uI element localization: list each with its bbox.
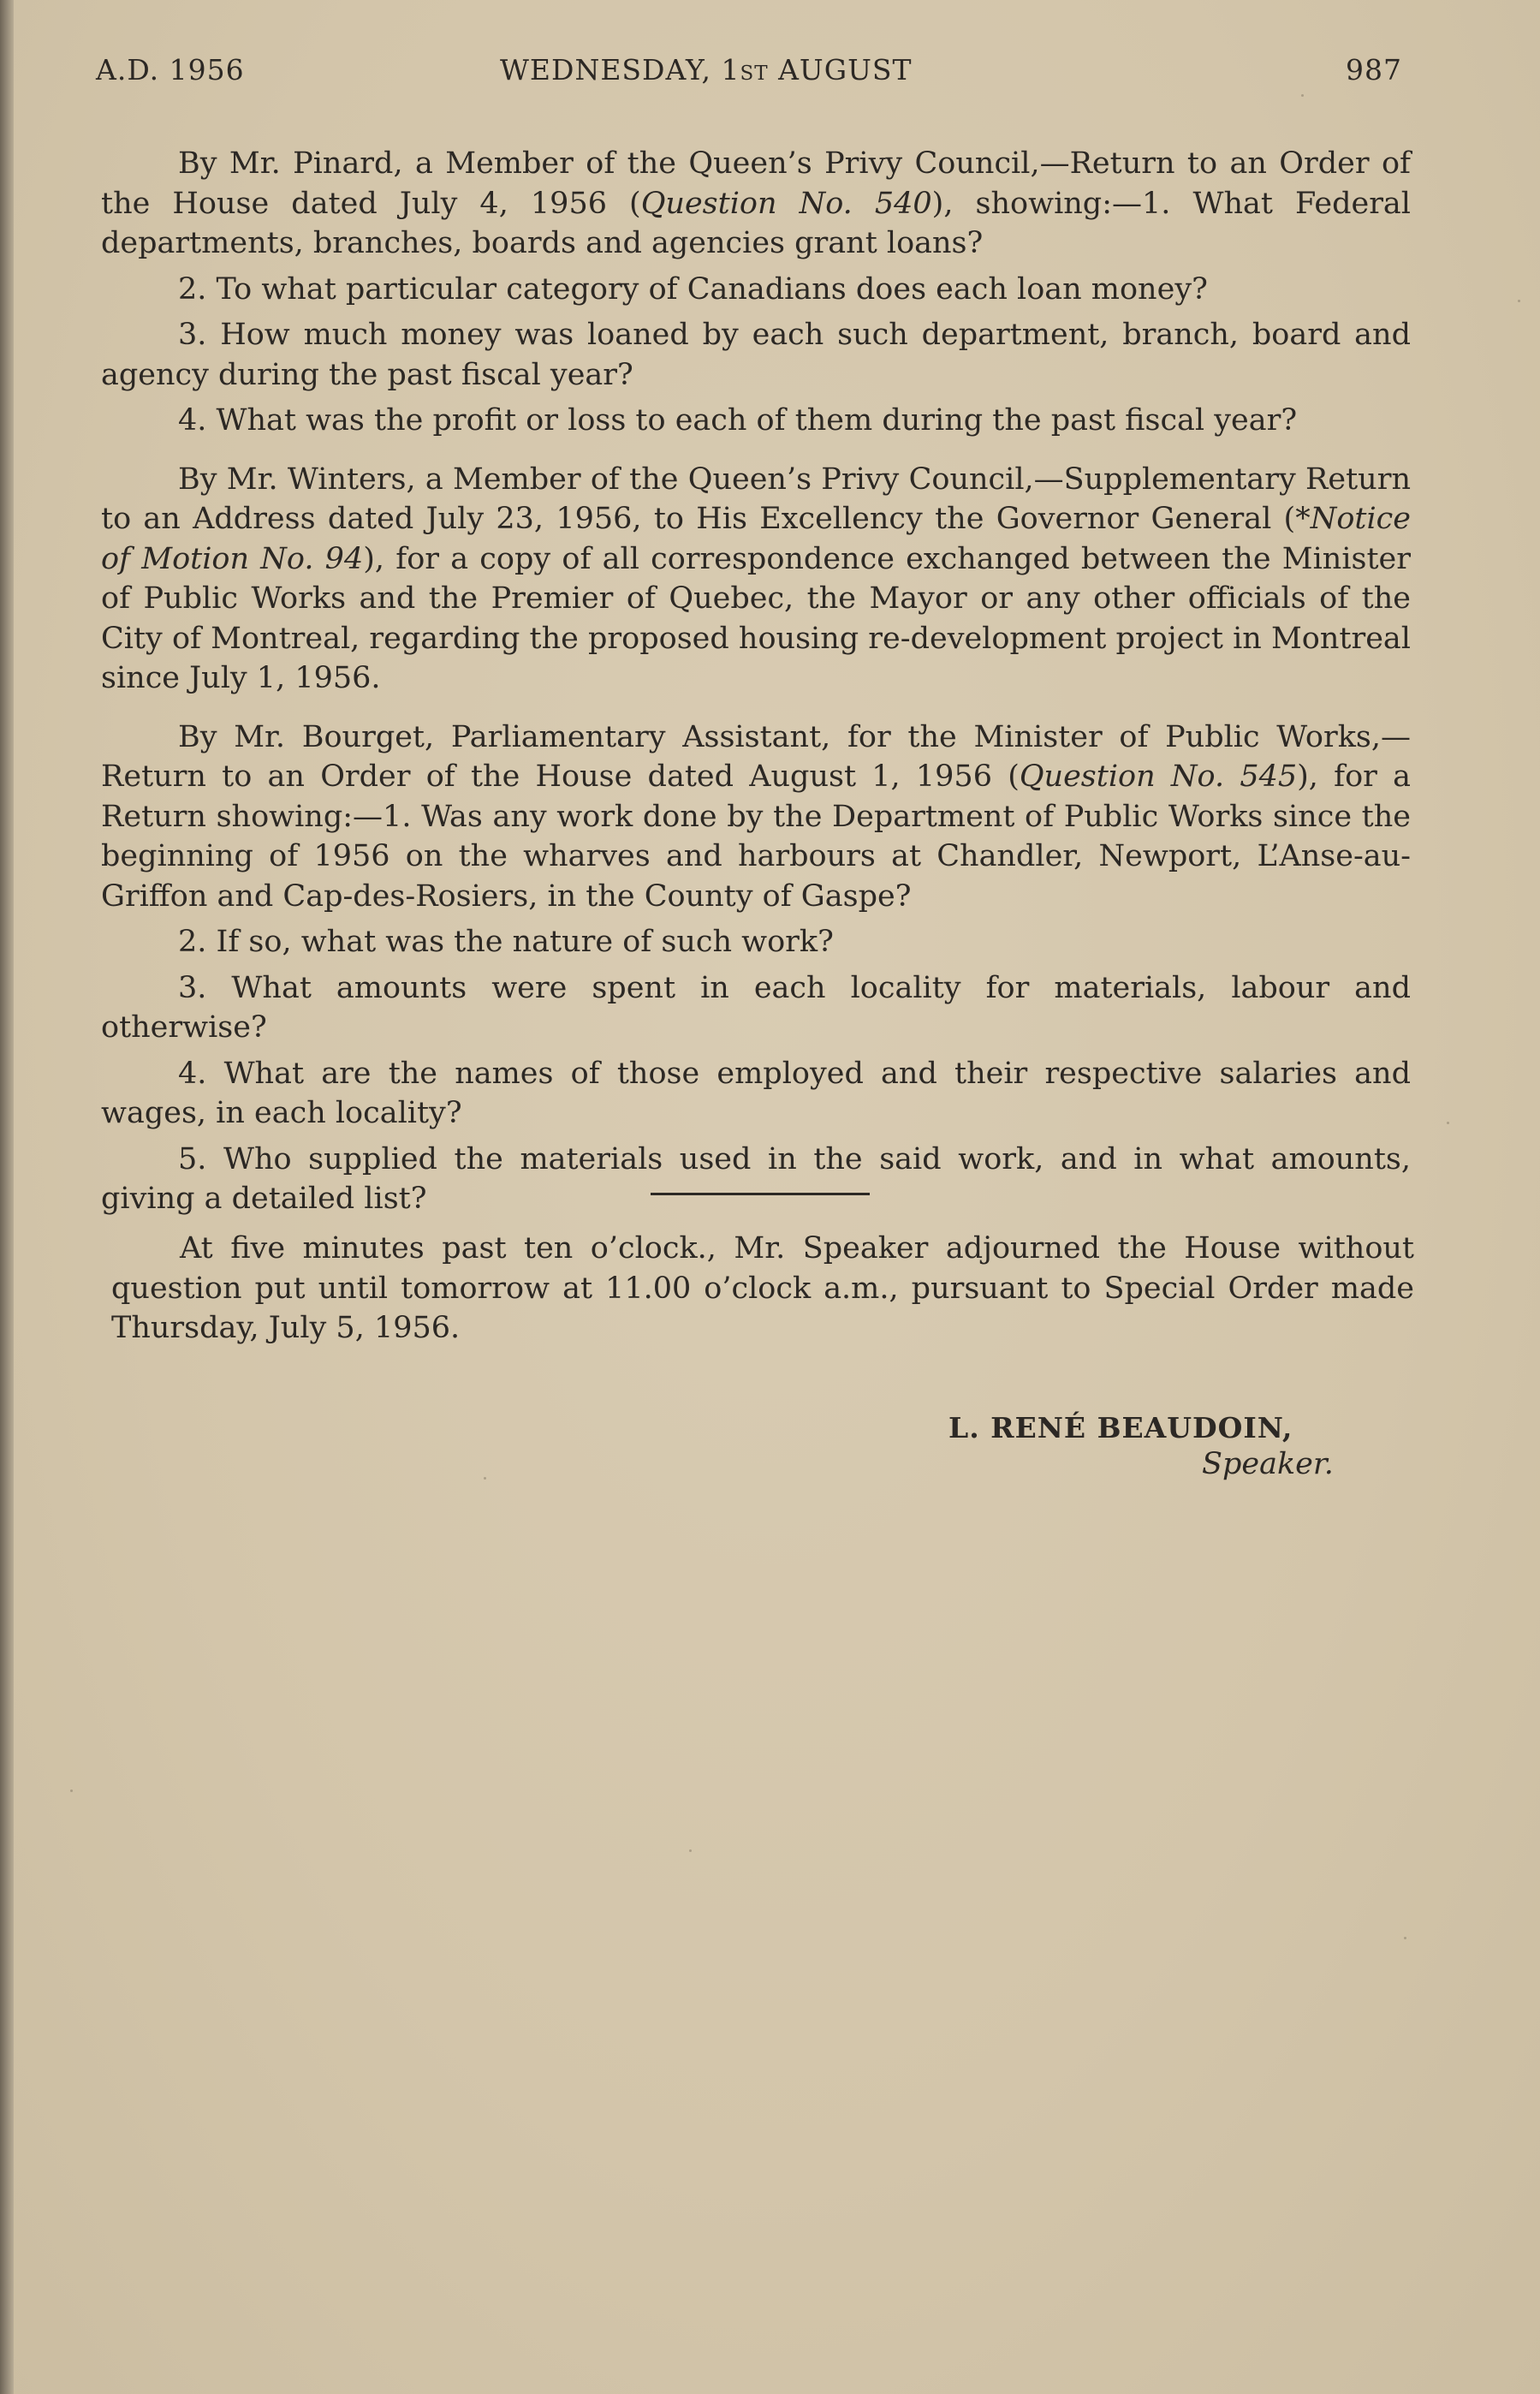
speaker-name: L. RENÉ BEAUDOIN, [948, 1411, 1293, 1444]
question-item: 3. What amounts were spent in each locality for materials, labour and otherwise? [101, 970, 1411, 1045]
entry-winters [101, 460, 1411, 699]
body-text [101, 144, 1411, 1219]
header-date [500, 53, 913, 86]
paper-speck [1404, 1937, 1406, 1939]
question-item: 2. To what particular category of Canadians does each loan money? [178, 271, 1208, 307]
entry-text: By Mr. Winters, a Member of the Queen’s Privy Council,—Supplementary Return to an Address dated July 23, 1956, to His Excellency the Governor General ( [101, 462, 1411, 536]
speaker-title: Speaker. [1202, 1447, 1334, 1481]
header-date-ordinal: st [740, 53, 769, 86]
paper-speck [70, 1790, 73, 1792]
entry-text: ), showing:—1. What Federal departments, branches, boards and agencies grant loans? [101, 186, 1411, 260]
paper-speck [1447, 1122, 1449, 1124]
adjournment-text: At five minutes past ten o’clock., Mr. Speaker adjourned the House without question put until tomorrow at 11.00 o’clock a.m., pursuant to Special Order made Thursday, July 5, 1956. [111, 1231, 1414, 1345]
header-page-number: 987 [1346, 53, 1402, 86]
section-divider [651, 1193, 870, 1195]
header-year: A.D. 1956 [96, 53, 245, 86]
question-item: 5. Who supplied the materials used in the said work, and in what amounts, giving a detailed list? [101, 1141, 1411, 1216]
paper-speck [1301, 94, 1304, 97]
paper-speck [689, 1849, 692, 1852]
paper-speck [484, 1477, 486, 1480]
entry-pinard-intro [101, 144, 1411, 264]
question-reference: Question No. 540 [640, 186, 932, 221]
header-date-prefix: WEDNESDAY, 1 [500, 53, 740, 86]
page-binding-edge [0, 0, 14, 2394]
paper-speck [1518, 300, 1520, 302]
adjournment-notice [111, 1229, 1414, 1349]
motion-reference: *Notice of Motion No. 94 [101, 502, 1411, 576]
entry-text: ), for a Return showing:—1. Was any work done by the Department of Public Works since the beginning of 1956 on the wharves and harbours at Chandler, Newport, L’Anse-au-Griffon and Cap-des-Rosiers, in the County of Gaspe? [101, 759, 1411, 914]
question-item: 3. How much money was loaned by each such department, branch, board and agency during the past fiscal year? [101, 318, 1411, 392]
question-item: 2. If so, what was the nature of such work? [178, 925, 834, 959]
entry-text: By Mr. Pinard, a Member of the Queen’s Privy Council,—Return to an Order of the House dated July 4, 1956 ( [101, 146, 1411, 221]
entry-bourget-intro [101, 718, 1411, 917]
entry-text: ), for a copy of all correspondence exchanged between the Minister of Public Works and the Premier of Quebec, the Mayor or any other officials of the City of Montreal, regarding the proposed housing re-development project in Montreal since July 1, 1956. [101, 541, 1411, 695]
entry-text: By Mr. Bourget, Parliamentary Assistant, for the Minister of Public Works,—Return to an Order of the House dated August 1, 1956 ( [101, 719, 1411, 794]
running-header [96, 53, 1402, 94]
header-date-suffix: AUGUST [768, 53, 913, 86]
question-item: 4. What are the names of those employed and their respective salaries and wages, in each locality? [101, 1056, 1411, 1130]
question-item: 4. What was the profit or loss to each of them during the past fiscal year? [178, 403, 1298, 438]
question-reference: Question No. 545 [1019, 759, 1298, 794]
